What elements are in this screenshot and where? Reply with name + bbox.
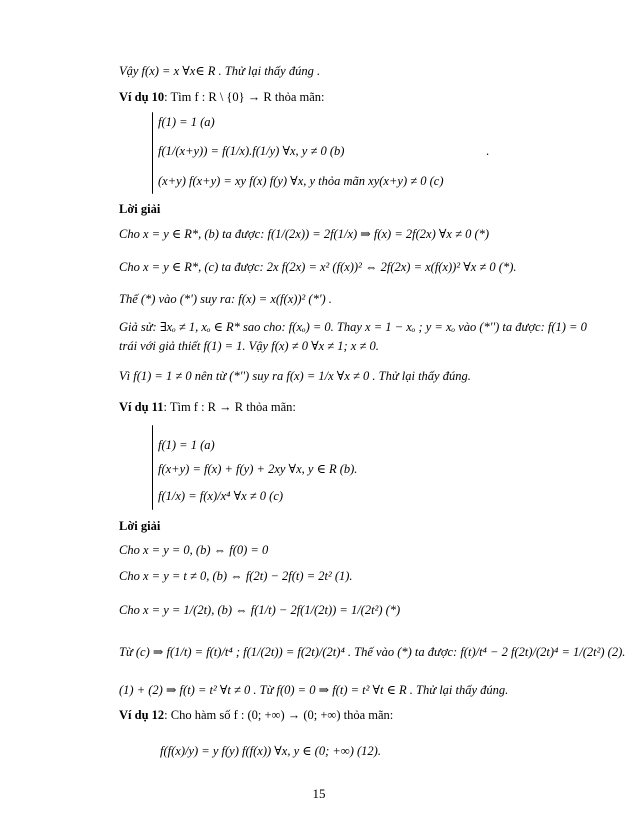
solution-11-step-3: Cho x = y = 1/(2t), (b) ⇔ f(1/t) − 2f(1/(2t)) = 1/(2t²) (*) xyxy=(119,603,401,617)
example-10-heading xyxy=(119,89,325,105)
solution-10-step-3: Thế (*) vào (*') suy ra: f(x) = x(f(x))² (*') . xyxy=(119,292,332,306)
example-12-label: Ví dụ 12 xyxy=(119,708,165,722)
example-10-statement: : Tìm f : R \ {0} → R thỏa mãn: xyxy=(164,90,325,104)
solution-10-step-1: Cho x = y ∈ R*, (b) ta được: f(1/(2x)) = 2f(1/x) ⇒ f(x) = 2f(2x) ∀x ≠ 0 (*) xyxy=(119,227,490,241)
solution-11-step-2: Cho x = y = t ≠ 0, (b) ⇔ f(2t) − 2f(t) = 2t² (1). xyxy=(119,569,353,583)
solution-11-step-5: (1) + (2) ⇒ f(t) = t² ∀t ≠ 0 . Từ f(0) = 0 ⇒ f(t) = t² ∀t ∈ R . Thử lại thấy đúng. xyxy=(119,683,509,697)
ex10-condition-c: (x+y) f(x+y) = xy f(x) f(y) ∀x, y thỏa mãn xy(x+y) ≠ 0 (c) xyxy=(158,174,444,188)
example-10-label: Ví dụ 10 xyxy=(119,90,165,104)
solution-heading-2: Lời giải xyxy=(119,519,161,533)
ex10-period: . xyxy=(486,144,490,158)
solution-10-step-2: Cho x = y ∈ R*, (c) ta được: 2x f(2x) = x² (f(x))² ⇔ 2f(2x) = x(f(x))² ∀x ≠ 0 (*). xyxy=(119,260,517,274)
solution-11-step-4: Từ (c) ⇒ f(1/t) = f(t)/t⁴ ; f(1/(2t)) = f(2t)/(2t)⁴ . Thế vào (*) ta được: f(t)/t⁴ − 2 f(2t)/(2t)⁴ = 1/(2t²) (2). xyxy=(119,645,626,659)
conclusion-line: Vậy f(x) = x ∀x∈ R . Thử lại thấy đúng . xyxy=(119,64,321,78)
system-brace-10 xyxy=(152,112,153,194)
ex10-condition-a: f(1) = 1 (a) xyxy=(158,115,215,129)
solution-11-step-1: Cho x = y = 0, (b) ⇔ f(0) = 0 xyxy=(119,543,269,557)
example-11-label: Ví dụ 11 xyxy=(119,400,164,414)
solution-10-step-6: Vì f(1) = 1 ≠ 0 nên từ (*'') suy ra f(x) = 1/x ∀x ≠ 0 . Thử lại thấy đúng. xyxy=(119,369,471,383)
solution-10-step-4: Giả sử: ∃xₒ ≠ 1, xₒ ∈ R* sao cho: f(xₒ) = 0. Thay x = 1 − xₒ ; y = xₒ vào (*'') ta được: f(1) = 0 xyxy=(119,320,587,334)
system-brace-11 xyxy=(152,425,153,510)
ex10-condition-b: f(1/(x+y)) = f(1/x).f(1/y) ∀x, y ≠ 0 (b) xyxy=(158,144,345,158)
ex11-condition-a: f(1) = 1 (a) xyxy=(158,438,215,452)
example-11-statement: : Tìm f : R → R thỏa mãn: xyxy=(163,400,296,414)
ex11-condition-c: f(1/x) = f(x)/x⁴ ∀x ≠ 0 (c) xyxy=(158,489,284,503)
solution-10-step-5: trái với giả thiết f(1) = 1. Vậy f(x) ≠ 0 ∀x ≠ 1; x ≠ 0. xyxy=(119,339,379,353)
ex11-condition-b: f(x+y) = f(x) + f(y) + 2xy ∀x, y ∈ R (b). xyxy=(158,462,358,476)
example-12-statement: : Cho hàm số f : (0; +∞) → (0; +∞) thỏa mãn: xyxy=(164,708,394,722)
page-number: 15 xyxy=(312,786,326,801)
example-11-heading xyxy=(119,399,296,415)
example-12-heading xyxy=(119,707,393,723)
solution-heading-1: Lời giải xyxy=(119,202,161,216)
example-12-equation: f(f(x)/y) = y f(y) f(f(x)) ∀x, y ∈ (0; +∞) (12). xyxy=(160,744,381,758)
